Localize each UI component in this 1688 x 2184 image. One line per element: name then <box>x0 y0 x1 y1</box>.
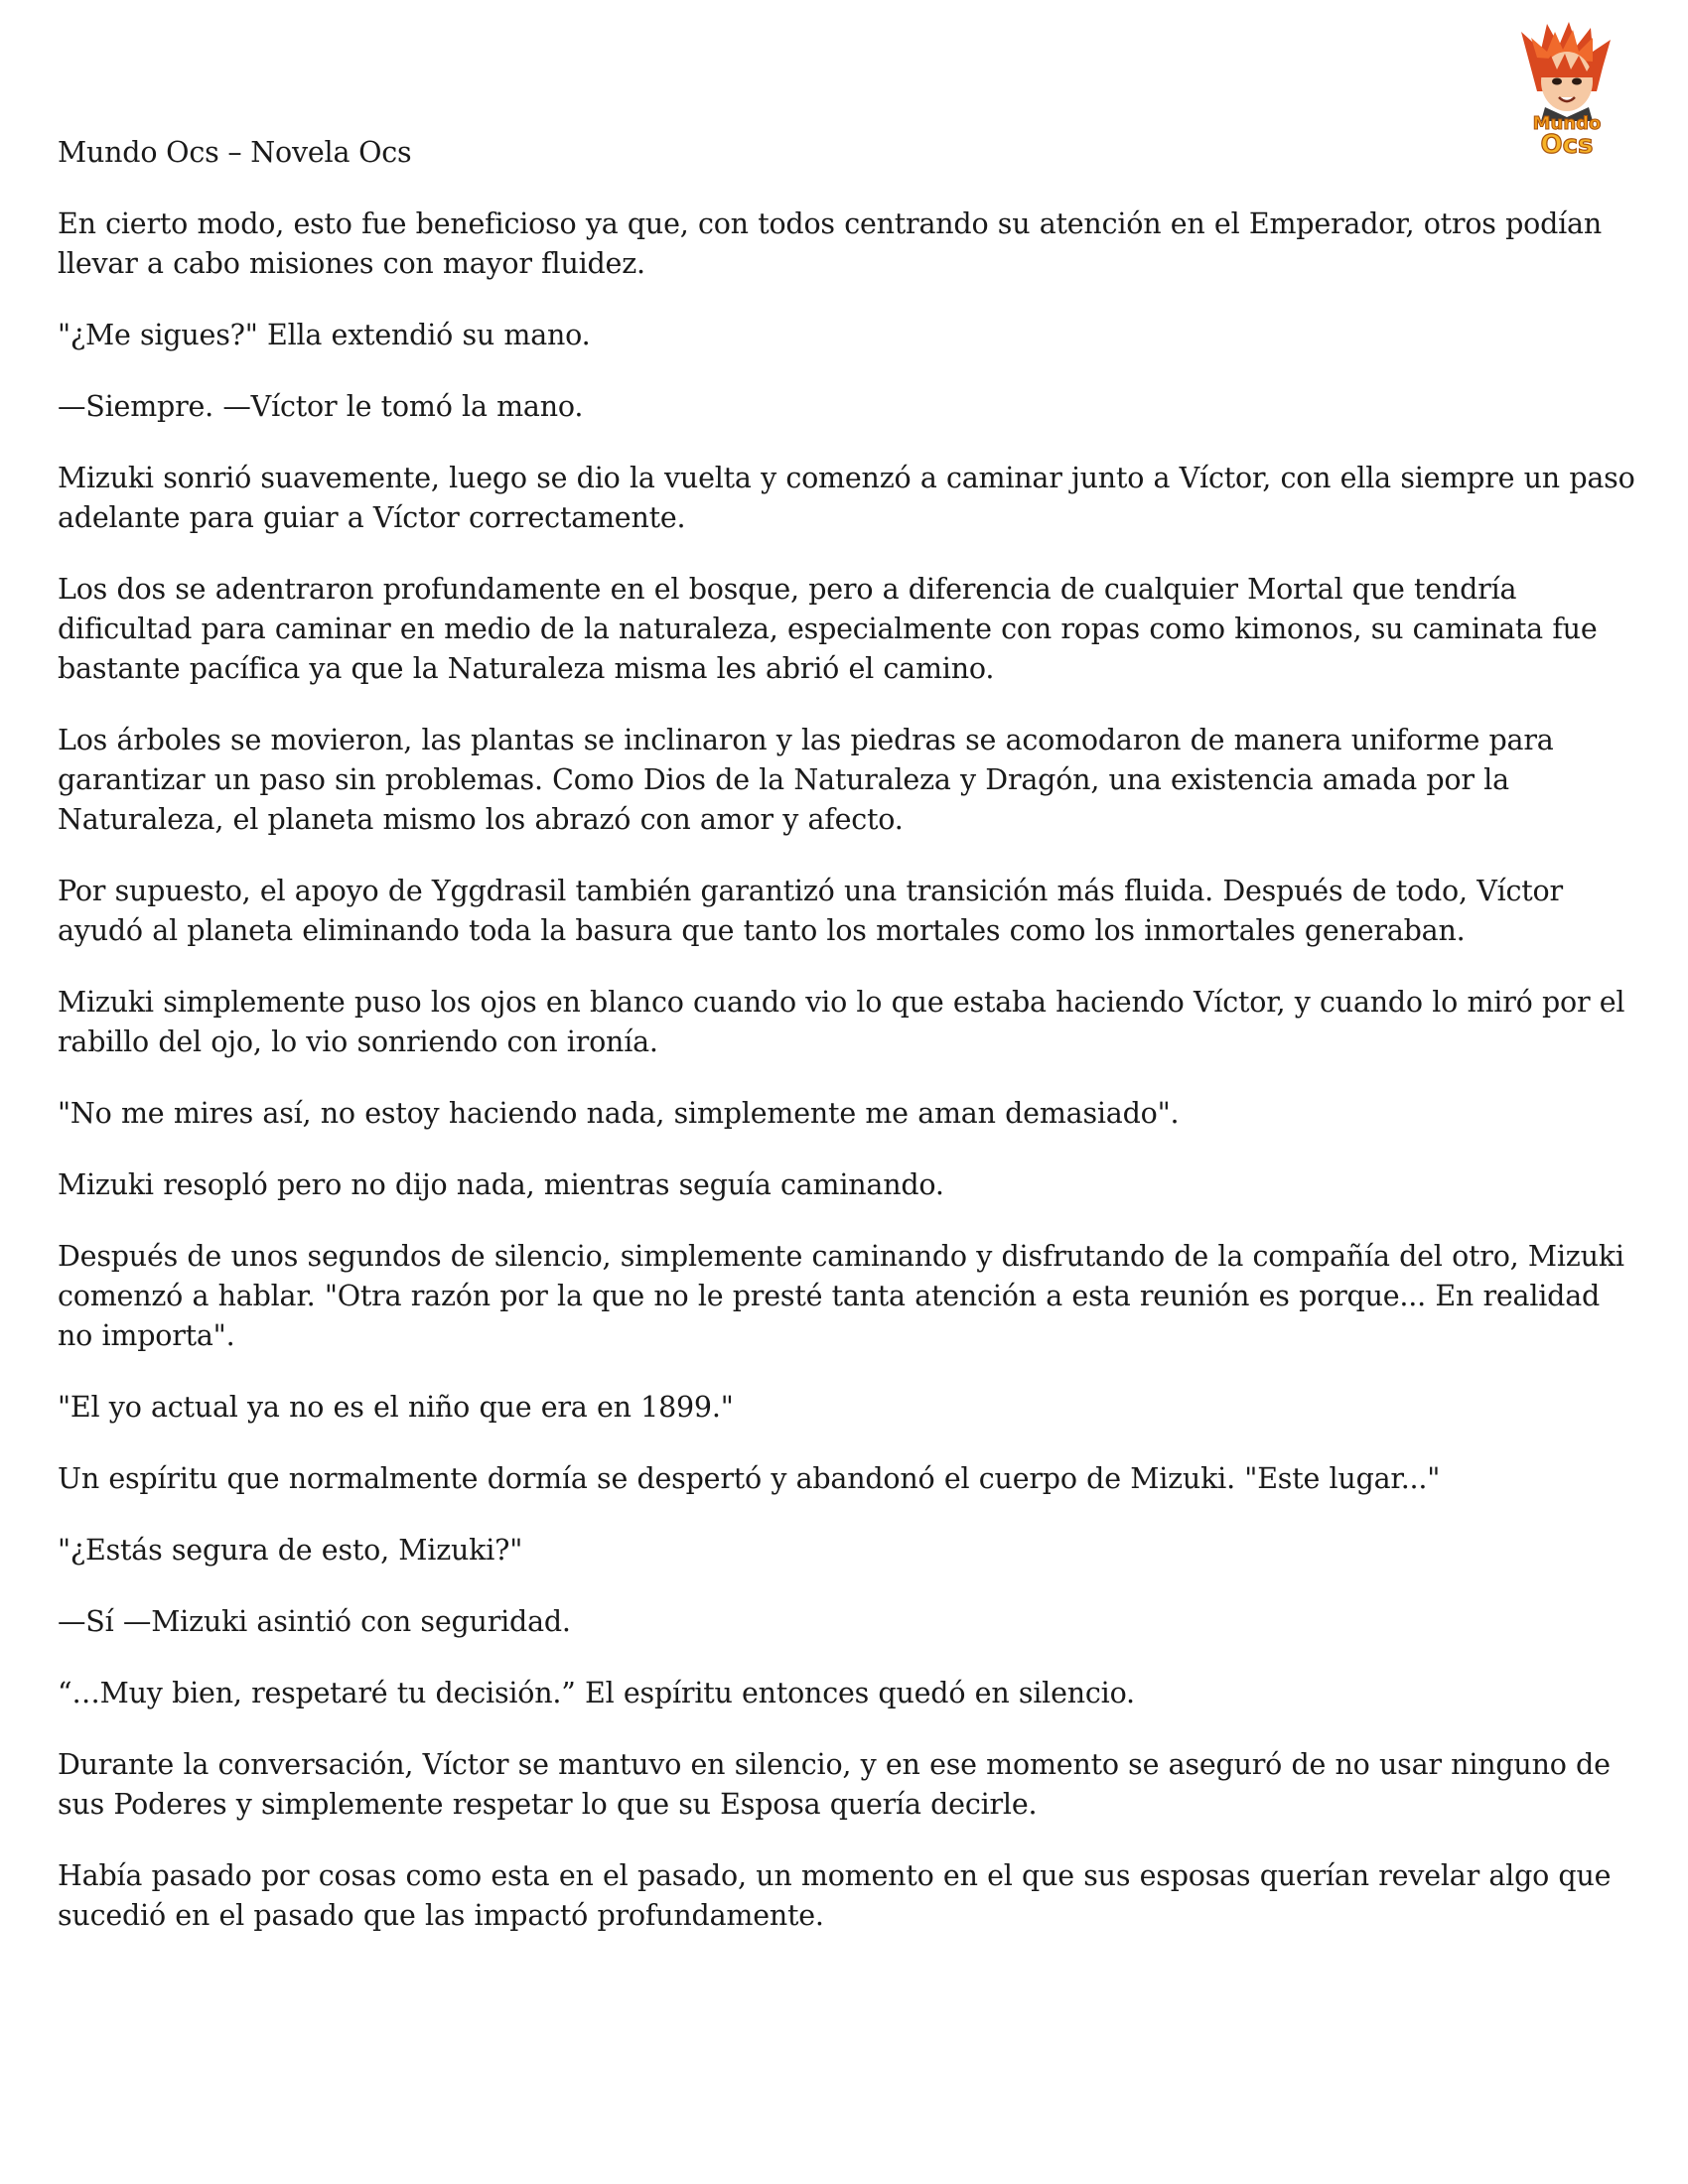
paragraph: Mizuki sonrió suavemente, luego se dio la vuelta y comenzó a caminar junto a Víctor, con ella siempre un paso adelante para guiar a Víctor correctamente. <box>58 462 1635 534</box>
paragraph: Por supuesto, el apoyo de Yggdrasil también garantizó una transición más fluida. Después de todo, Víctor ayudó al planeta eliminando toda la basura que tanto los mortales como los inmortales generaban. <box>58 875 1563 947</box>
paragraph: "¿Estás segura de esto, Mizuki?" <box>58 1534 523 1567</box>
paragraph: Mizuki resopló pero no dijo nada, mientras seguía caminando. <box>58 1168 944 1201</box>
paragraph: Los árboles se movieron, las plantas se inclinaron y las piedras se acomodaron de manera uniforme para garantizar un paso sin problemas. Como Dios de la Naturaleza y Dragón, una existencia amada por la Naturaleza, el planeta mismo los abrazó con amor y afecto. <box>58 724 1554 836</box>
paragraph: Los dos se adentraron profundamente en el bosque, pero a diferencia de cualquier Mortal que tendría dificultad para caminar en medio de la naturaleza, especialmente con ropas como kimonos, su caminata fue bastante pacífica ya que la Naturaleza misma les abrió el camino. <box>58 573 1598 685</box>
page-header: Mundo Ocs – Novela Ocs <box>58 136 412 169</box>
paragraph: —Siempre. —Víctor le tomó la mano. <box>58 390 584 423</box>
paragraph: —Sí —Mizuki asintió con seguridad. <box>58 1605 571 1638</box>
paragraph: Mizuki simplemente puso los ojos en blanco cuando vio lo que estaba haciendo Víctor, y cuando lo miró por el rabillo del ojo, lo vio sonriendo con ironía. <box>58 986 1625 1058</box>
paragraph: Durante la conversación, Víctor se mantuvo en silencio, y en ese momento se aseguró de no usar ninguno de sus Poderes y simplemente respetar lo que su Esposa quería decirle. <box>58 1748 1611 1821</box>
paragraph: Un espíritu que normalmente dormía se despertó y abandonó el cuerpo de Mizuki. "Este lugar..." <box>58 1462 1441 1495</box>
paragraph: Había pasado por cosas como esta en el pasado, un momento en el que sus esposas querían revelar algo que sucedió en el pasado que las impactó profundamente. <box>58 1859 1612 1932</box>
paragraph: “…Muy bien, respetaré tu decisión.” El espíritu entonces quedó en silencio. <box>58 1677 1135 1709</box>
paragraph: "El yo actual ya no es el niño que era en 1899." <box>58 1391 734 1424</box>
document-body <box>58 133 1638 1968</box>
svg-text:Ocs: Ocs <box>1540 130 1594 159</box>
paragraph: "No me mires así, no estoy haciendo nada, simplemente me aman demasiado". <box>58 1097 1180 1130</box>
paragraph: "¿Me sigues?" Ella extendió su mano. <box>58 319 591 351</box>
paragraph: Después de unos segundos de silencio, simplemente caminando y disfrutando de la compañía del otro, Mizuki comenzó a hablar. "Otra razón por la que no le presté tanta atención a esta reunión es porque... En realidad no importa". <box>58 1240 1624 1352</box>
paragraph: En cierto modo, esto fue beneficioso ya que, con todos centrando su atención en el Emperador, otros podían llevar a cabo misiones con mayor fluidez. <box>58 207 1602 280</box>
svg-text:Mundo: Mundo <box>1532 113 1602 134</box>
